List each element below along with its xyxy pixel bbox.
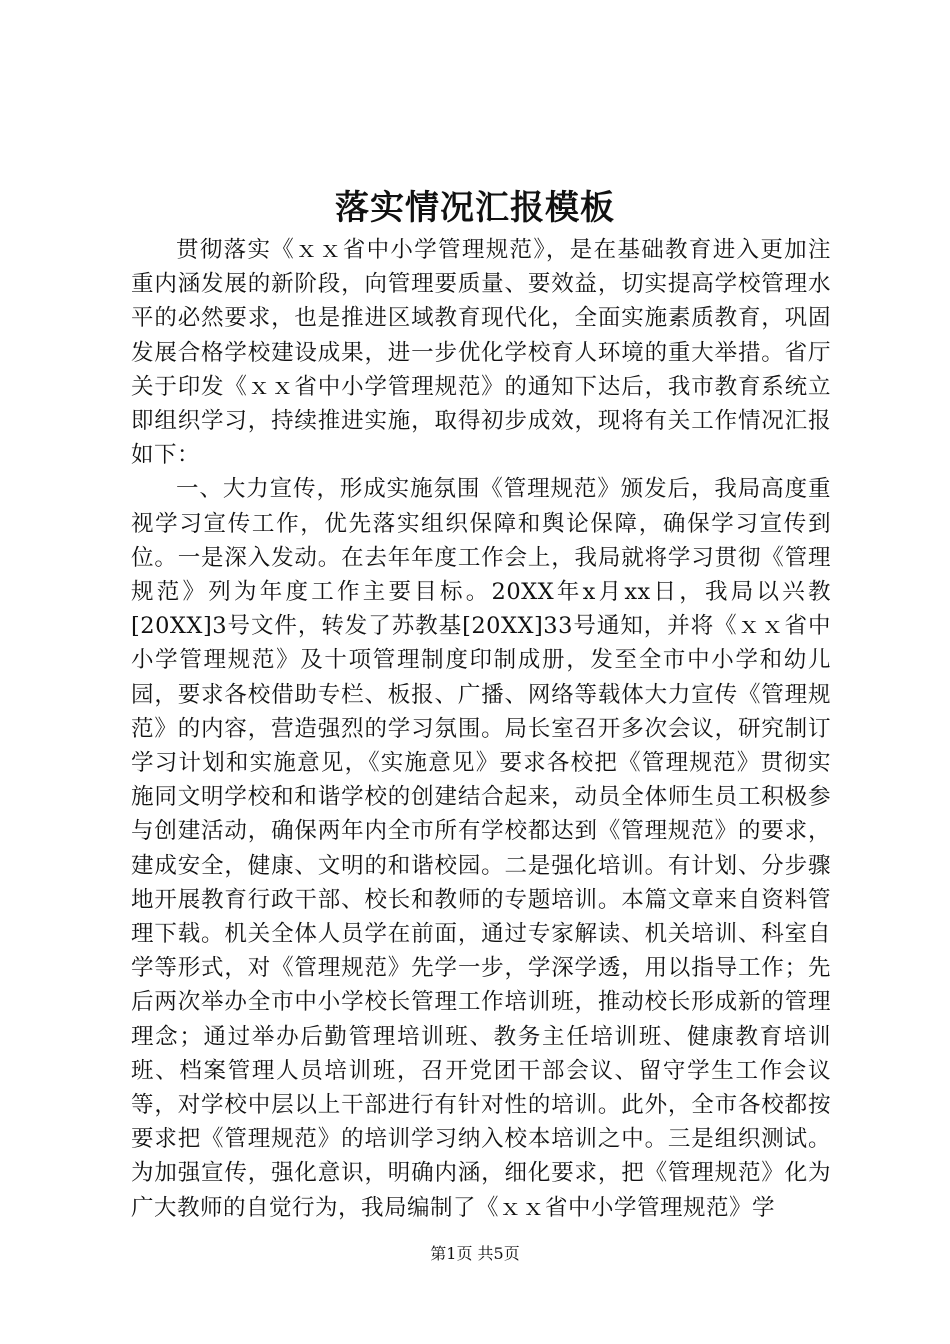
document-title: 落实情况汇报模板	[335, 188, 615, 228]
body-paragraph-section-one: 一、大力宣传，形成实施氛围《管理规范》颁发后，我局高度重视学习宣传工作，优先落实组织保障和舆论保障，确保学习宣传到位。一是深入发动。在去年年度工作会上，我局就将学习贯彻《管理规范》列为年度工作主要目标。20XX年x月xx日，我局以兴教[20XX]3号文件，转发了苏教基[20XX]33号通知，并将《ｘｘ省中小学管理规范》及十项管理制度印制成册，发至全市中小学和幼儿园，要求各校借助专栏、板报、广播、网络等载体大力宣传《管理规范》的内容，营造强烈的学习氛围。局长室召开多次会议，研究制订学习计划和实施意见，《实施意见》要求各校把《管理规范》贯彻实施同文明学校和和谐学校的创建结合起来，动员全体师生员工积极参与创建活动，确保两年内全市所有学校都达到《管理规范》的要求，建成安全，健康、文明的和谐校园。二是强化培训。有计划、分步骤地开展教育行政干部、校长和教师的专题培训。本篇文章来自资料管理下载。机关全体人员学在前面，通过专家解读、机关培训、科室自学等形式，对《管理规范》先学一步，学深学透，用以指导工作；先后两次举办全市中小学校长管理工作培训班，推动校长形成新的管理理念；通过举办后勤管理培训班、教务主任培训班、健康教育培训班、档案管理人员培训班，召开党团干部会议、留守学生工作会议等，对学校中层以上干部进行有针对性的培训。此外，全市各校都按要求把《管理规范》的培训学习纳入校本培训之中。三是组织测试。为加强宣传，强化意识，明确内涵，细化要求，把《管理规范》化为广大教师的自觉行为，我局编制了《ｘｘ省中小学管理规范》学	[131, 476, 831, 1221]
document-body	[131, 233, 831, 1225]
page-number-footer: 第1页 共5页	[430, 1244, 520, 1263]
body-paragraph-intro: 贯彻落实《ｘｘ省中小学管理规范》，是在基础教育进入更加注重内涵发展的新阶段，向管理要质量、要效益，切实提高学校管理水平的必然要求，也是推进区域教育现代化，全面实施素质教育，巩固发展合格学校建设成果，进一步优化学校育人环境的重大举措。省厅关于印发《ｘｘ省中小学管理规范》的通知下达后，我市教育系统立即组织学习，持续推进实施，取得初步成效，现将有关工作情况汇报如下：	[131, 237, 831, 469]
